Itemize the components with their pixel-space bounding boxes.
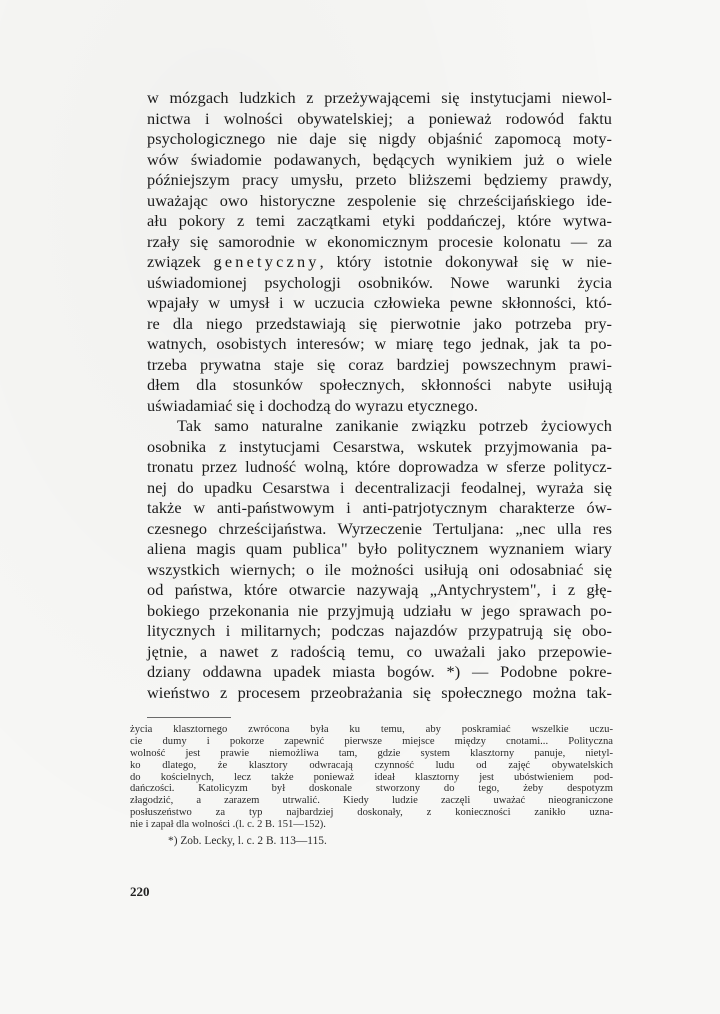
text-line: wszystkich wiernych; o ile możności usiłują oni odosabniać się	[147, 559, 612, 579]
text-line: aliena magis quam publica" było politycznem wyznaniem wiary	[147, 539, 612, 558]
text-line: wów świadomie podawanych, będących wynikiem już o wiele	[147, 149, 612, 169]
footnote-line: wolność jest prawie niemożliwa tam, gdzie system klasztorny panuje, nietyl-	[130, 747, 613, 759]
text-line: jętnie, a nawet z radością temu, co uważali jako przepowie-	[147, 641, 612, 661]
paragraph-start-line: Tak samo naturalne zanikanie związku potrzeb życiowych	[177, 416, 612, 435]
footnote-reference: *) Zob. Lecky, l. c. 2 B. 113—115.	[168, 835, 327, 848]
text-line: uświadomionej psychologji osobników. Nowe warunki życia	[147, 272, 612, 292]
footnote-line: cie dumy i pokorze zapewnić pierwsze miejsce między cnotami... Polityczna	[130, 735, 613, 747]
text-line: od państwa, które otwarcie nazywają „Antychrystem", i z głę-	[147, 580, 612, 599]
text-line: trzeba prywatna staje się coraz bardziej powszechnym prawi-	[147, 354, 612, 374]
text-line: późniejszym pracy umysłu, przeto bliższemi będziemy prawdy,	[147, 170, 612, 189]
footnote-block	[130, 724, 613, 848]
page-number: 220	[130, 884, 150, 899]
text-line: czesnego chrześcijaństwa. Wyrzeczenie Tertuljana: „nec ulla res	[147, 518, 612, 538]
footnote-line: nie i zapał dla wolności .(l. c. 2 B. 151—152).	[130, 819, 326, 831]
text-line: dłem dla stosunków społecznych, skłonności nabyte usiłują	[147, 375, 612, 394]
text-line: litycznych i militarnych; podczas najazdów przypatrują się obo-	[147, 621, 612, 640]
text-line: także w anti-państwowym i anti-patrjotycznym charakterze ów-	[147, 498, 612, 517]
text-line: tronatu przez ludność wolną, które doprowadza w sferze politycz-	[147, 457, 612, 476]
footnote-line: posłuszeństwo za typ najbardziej doskonały, z konieczności zanikło uzna-	[130, 807, 613, 819]
footnote-line: złagodzić, a zarazem utrwalić. Kiedy ludzie zaczęli uważać nieograniczone	[130, 795, 613, 807]
text-line: ału pokory z temi zaczątkami etyki poddańczej, które wytwa-	[147, 211, 612, 230]
footnote-divider	[147, 717, 231, 718]
text-line: watnych, osobistych interesów; w miarę tego jednak, jak ta po-	[147, 334, 612, 353]
emphasized-word: genetyczny	[213, 252, 320, 271]
text-line: osobnika z instytucjami Cesarstwa, wskutek przyjmowania pa-	[147, 436, 612, 456]
text-line: rzały się samorodnie w ekonomicznym procesie kolonatu — za	[147, 231, 612, 251]
text-line: wieństwo z procesem przeobrażania się społecznego można tak-	[147, 682, 612, 702]
text-line: w mózgach ludzkich z przeżywającemi się instytucjami niewol-	[147, 88, 612, 107]
text-line: wpajały w umysł i w uczucia człowieka pewne skłonności, któ-	[147, 293, 612, 312]
text-line: nej do upadku Cesarstwa i decentralizacji feodalnej, wyraża się	[147, 477, 612, 497]
text-line: re dla niego przedstawiają się pierwotnie jako potrzeba pry-	[147, 313, 612, 333]
paragraph-end-line: uświadamiać się i dochodzą do wyrazu etycznego.	[147, 395, 479, 415]
footnote-line: życia klasztornego zwrócona była ku temu, aby poskramiać wszelkie uczu-	[130, 724, 613, 735]
text-line-spaced: związek genetyczny, który istotnie dokonywał się w nie-	[147, 252, 612, 271]
text-line: bokiego przekonania nie przyjmują udziału w jego sprawach po-	[147, 600, 612, 620]
main-text-block	[147, 88, 612, 703]
text-line: uważając owo historyczne zespolenie się chrześcijańskiego ide-	[147, 190, 612, 210]
text-line: nictwa i wolności obywatelskiej; a ponieważ rodowód faktu	[147, 108, 612, 128]
text-line: psychologicznego nie daje się nigdy objaśnić zapomocą moty-	[147, 129, 612, 148]
footnote-line: dańczości. Katolicyzm był doskonale stworzony do tego, żeby despotyzm	[130, 783, 613, 795]
text-line: dziany oddawna upadek miasta bogów. *) — Podobne pokre-	[147, 662, 612, 681]
footnote-line: do kościelnych, lecz także ponieważ ideał klasztorny jest ubóstwieniem pod-	[130, 771, 613, 783]
footnote-line: ko dlatego, że klasztory odwracają czynność ludu od zajęć obywatelskich	[130, 759, 613, 771]
